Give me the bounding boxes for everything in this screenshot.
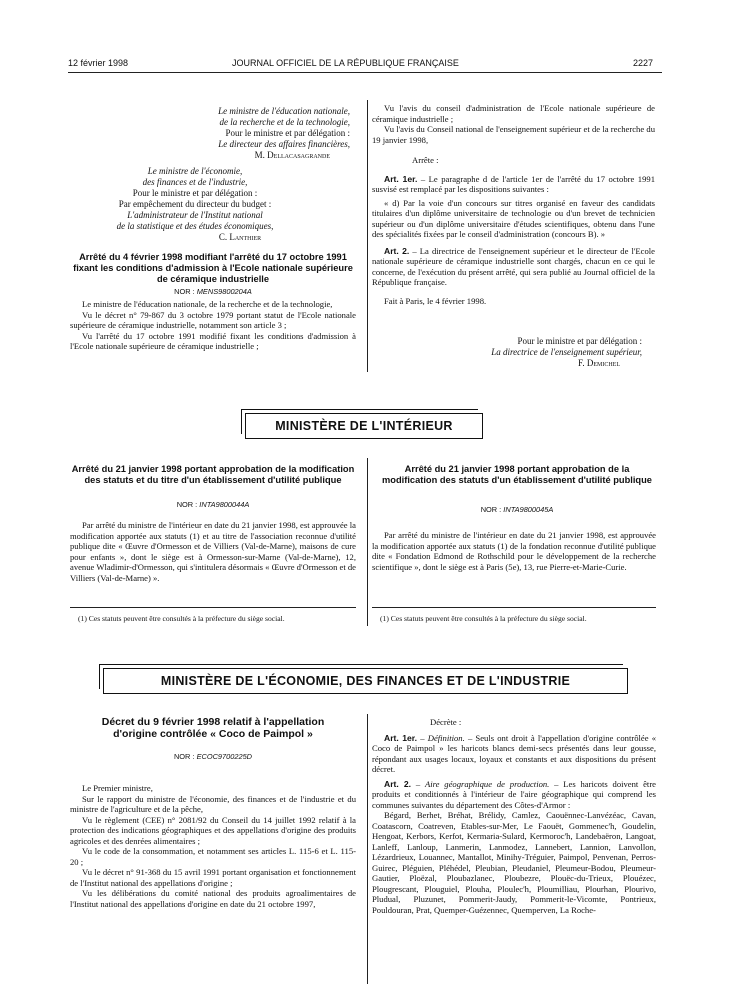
header-journal: JOURNAL OFFICIEL DE LA RÉPUBLIQUE FRANÇAISE — [232, 58, 459, 68]
article-quote: « d) Par la voie d'un concours sur titres organisé en faveur des candidats titulaires d'un diplôme universitaire de technologie ou d'un brevet de technicien supérieur ou d'un diplôme universitaire d'études scientifiques, obtenu dans l'une des spécialités fixées par le conseil d'administration (concours B). » — [372, 197, 655, 239]
article-1: Art. 1er. – Définition. – Seuls ont droit à l'appellation d'origine contrôlée « Coco de Paimpol » les haricots blancs demi-secs présentés dans leur gousse, répondant aux usages locaux, loyaux et constants et aux dispositions du présent décret. — [372, 732, 657, 774]
article-1 — [372, 174, 655, 195]
signature-line: Pour le ministre et par délégation : — [225, 128, 350, 138]
nor-reference — [70, 287, 356, 296]
article-2: Art. 2. – Aire géographique de production. – Les haricots doivent être produits et conditionnés à l'intérieur de l'aire géographique qui comprend les communes suivantes du département des Côtes-d'Armor : — [372, 778, 657, 810]
paragraph: Par arrêté du ministre de l'intérieur en date du 21 janvier 1998, est approuvée la modification apportée aux statuts (1) et au titre de l'association reconnue d'utilité publique dite « Œuvre d'Ormesson et de Villiers (Val-de-Marne), maisons de cure pour enfants », dont le siège est à Ormesson-sur-Marne (Val-de-Marne), 12, avenue Wladimir-d'Ormesson, qui s'intitulera désormais « Œuvre d'Ormesson et de Villiers (Val-de-Marne) ». — [70, 520, 356, 583]
nor-label: NOR : — [176, 500, 198, 509]
column-separator — [367, 100, 368, 372]
decrete-heading: Décrète : — [430, 717, 462, 727]
paragraph: Vu l'arrêté du 17 octobre 1991 modifié fixant les conditions d'admission à l'Ecole nationale supérieure de céramique industrielle ; — [70, 330, 356, 351]
paragraph: Vu l'avis du Conseil national de l'enseignement supérieur et de la recherche du 19 janvier 1998, — [372, 124, 655, 145]
column-separator — [367, 458, 368, 626]
ministry-title: MINISTÈRE DE L'ÉCONOMIE, DES FINANCES ET DE L'INDUSTRIE — [160, 674, 571, 688]
arrete-title: Arrêté du 4 février 1998 modifiant l'arrêté du 17 octobre 1991 fixant les conditions d'admission à l'Ecole nationale supérieure de céramique industrielle — [73, 252, 353, 284]
nor-reference — [378, 505, 656, 514]
article-label: Art. 2. — [384, 778, 412, 789]
nor-label: NOR : — [173, 752, 195, 761]
arrete-body — [70, 520, 356, 583]
header-date: 12 février 1998 — [68, 58, 129, 68]
banner-frame — [241, 409, 478, 434]
arrete-title: Arrêté du 21 janvier 1998 portant approbation de la modification des statuts et du titre d'un établissement d'utilité publique — [71, 464, 355, 485]
header-page-number: 2227 — [633, 58, 654, 68]
paragraph: Vu le décret n° 79-867 du 3 octobre 1979 portant statut de l'Ecole nationale supérieure de céramique industrielle, notamment son article 3 ; — [70, 309, 356, 330]
article-label: Art. 2. — [384, 245, 410, 256]
nor-reference — [70, 752, 356, 761]
signature-line: Pour le ministre et par délégation : — [517, 336, 642, 346]
signature-line: Par empêchement du directeur du budget : — [118, 199, 272, 209]
paragraph: Vu l'avis du conseil d'administration de l'Ecole nationale supérieure de céramique industrielle ; — [372, 103, 655, 124]
decret-title: Décret du 9 février 1998 relatif à l'appellation d'origine contrôlée « Coco de Paimpol » — [101, 716, 325, 740]
article-heading: Définition. — [427, 732, 465, 743]
signature-block-enseignement — [372, 336, 642, 369]
signature-line: de la recherche et de la technologie, — [219, 117, 350, 127]
paragraph: Le Premier ministre, — [82, 783, 153, 793]
nor-label: NOR : — [174, 287, 195, 296]
decret-articles — [372, 717, 656, 915]
footnote-rule — [70, 607, 356, 608]
signature-block-education — [70, 106, 350, 161]
signature-name: C. Lanthier — [218, 232, 262, 242]
article-label: Art. 1er. — [384, 732, 418, 743]
paragraph: Vu le code de la consommation, et notamment ses articles L. 115-6 et L. 115-20 ; — [70, 846, 356, 867]
ministry-banner-economie — [103, 668, 628, 694]
banner-frame — [99, 664, 623, 689]
signature-line: Le ministre de l'économie, — [147, 166, 243, 176]
arrete-title: Arrêté du 21 janvier 1998 portant approbation de la modification des statuts d'un établissement d'utilité publique — [382, 464, 652, 485]
signature-name: M. Dellacasagrande — [254, 150, 330, 160]
signature-line: La directrice de l'enseignement supérieur, — [491, 347, 642, 357]
arrete-continuation — [372, 103, 655, 306]
fait-a: Fait à Paris, le 4 février 1998. — [384, 295, 487, 306]
paragraph: Vu les délibérations du comité national des produits agroalimentaires de l'Institut national des appellations d'origine en date du 21 octobre 1997, — [70, 888, 356, 909]
paragraph: Par arrêté du ministre de l'intérieur en date du 21 janvier 1998, est approuvée la modification apportée aux statuts (1) de la fondation reconnue d'utilité publique dite « Fondation Edmond de Rothschild pour le développement de la recherche scientifique », dont le siège est à Paris (5e), 13, rue Pierre-et-Marie-Curie. — [372, 530, 656, 572]
article-heading: Aire géographique de production. — [424, 778, 550, 789]
decret-body — [70, 783, 356, 909]
signature-line: Le directeur des affaires financières, — [218, 139, 350, 149]
column-separator — [367, 714, 368, 984]
nor-reference — [70, 500, 356, 509]
footnote: (1) Ces statuts peuvent être consultés à la préfecture du siège social. — [78, 614, 285, 623]
article-text: – Les haricots doivent être produits et conditionnés à l'intérieur de l'aire géographique qui comprend les communes suivantes du département des Côtes-d'Armor : — [372, 778, 657, 810]
ministry-banner-interieur — [245, 413, 483, 439]
signature-line: L'administrateur de l'Institut national — [127, 210, 263, 220]
communes-list: Bégard, Berhet, Bréhat, Brélidy, Camlez, Caouënnec-Lanvézéac, Cavan, Coatascorn, Coatreven, Etables-sur-Mer, Le Faouët, Gommenec'h, Goudelin, Hengoat, Kerbors, Kerfot, Kermaria-Sulard, Kermoroc'h, Landebaëron, Langoat, Lanleff, Lanloup, Lanmerin, Lanmodez, Lannebert, Lannion, Lanvollon, Lézardrieux, Louannec, Mantallot, Minihy-Tréguier, Paimpol, Penvenan, Perros-Guirec, Pléguien, Pléhédel, Pleubian, Pleudaniel, Pleumeur-Bodou, Pleumeur-Gautier, Ploëzal, Ploubazlanec, Ploubezre, Plouëc-du-Trieux, Plouézec, Plougrescant, Plouguiel, Plouha, Ploulec'h, Ploumilliau, Plourhan, Plourivo, Pludual, Pluzunet, Pommerit-Jaudy, Pommerit-le-Vicomte, Pontrieux, Pouldouran, Prat, Quemper-Guézennec, Quemperven, La Roche- — [372, 810, 656, 915]
signature-line: Le ministre de l'éducation nationale, — [218, 106, 350, 116]
paragraph: Vu le règlement (CEE) n° 2081/92 du Conseil du 14 juillet 1992 relatif à la protection des indications géographiques et des appellations d'origine des produits agricoles et des denrées alimentaires ; — [70, 814, 356, 846]
paragraph: Le ministre de l'éducation nationale, de la recherche et de la technologie, — [82, 299, 333, 309]
nor-code: INTA9800045A — [503, 505, 554, 514]
article-label: Art. 1er. — [384, 173, 418, 184]
arrete-heading: Arrête : — [412, 155, 439, 165]
article-2 — [372, 246, 655, 288]
article-text: – La directrice de l'enseignement supérieur et le directeur de l'Ecole nationale supérieure de céramique industrielle sont chargés, chacun en ce qui le concerne, de l'exécution du présent arrêté, qui sera publié au Journal officiel de la République française. — [372, 245, 655, 287]
signature-name: F. Demichel — [578, 358, 620, 368]
signature-line: Pour le ministre et par délégation : — [132, 188, 258, 198]
signature-line: des finances et de l'industrie, — [142, 177, 248, 187]
signature-block-economie — [70, 166, 320, 243]
article-text: – Le paragraphe d de l'article 1er de l'arrêté du 17 octobre 1991 susvisé est remplacé par les dispositions suivantes : — [372, 173, 655, 194]
footnote-rule — [372, 607, 656, 608]
ministry-title: MINISTÈRE DE L'INTÉRIEUR — [275, 419, 453, 433]
footnote: (1) Ces statuts peuvent être consultés à la préfecture du siège social. — [380, 614, 587, 623]
header-rule — [68, 72, 662, 73]
nor-code: MENS9800204A — [196, 287, 252, 296]
paragraph: Sur le rapport du ministre de l'économie, des finances et de l'industrie et du ministre de l'agriculture et de la pêche, — [70, 793, 356, 814]
paragraph: Vu le décret n° 91-368 du 15 avril 1991 portant organisation et fonctionnement de l'Institut national des appellations d'origine ; — [70, 867, 356, 888]
signature-line: de la statistique et des études économiques, — [116, 221, 274, 231]
nor-label: NOR : — [480, 505, 502, 514]
arrete-body — [70, 299, 356, 352]
nor-code: INTA9800044A — [199, 500, 250, 509]
arrete-body — [372, 530, 656, 572]
article-text: – Seuls ont droit à l'appellation d'origine contrôlée « Coco de Paimpol » les haricots blancs demi-secs présentés dans leur gousse, répondant aux usages locaux, loyaux et constants et aux dispositions du présent décret. — [372, 732, 657, 774]
nor-code: ECOC9700225D — [196, 752, 253, 761]
